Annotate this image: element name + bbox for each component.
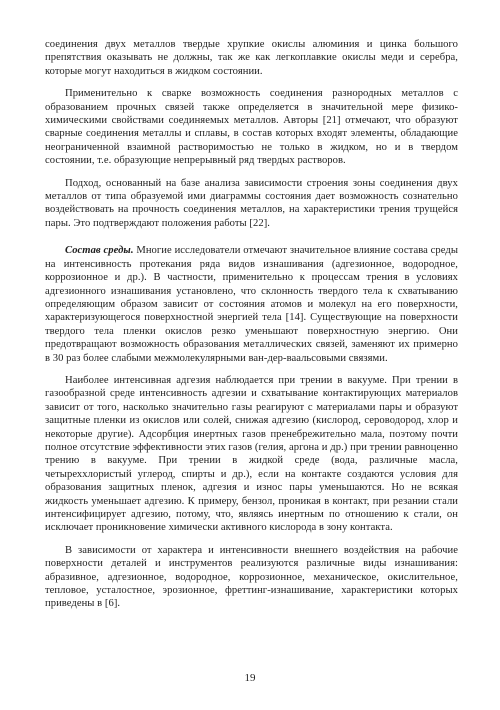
page-number: 19 bbox=[244, 672, 256, 684]
paragraph-6 bbox=[45, 544, 458, 611]
paragraph-6-text: В зависимости от характера и интенсивности внешнего воздействия на рабочие поверхности деталей и инструментов реализуются различные виды изнашивания: абразивное, адгезионное, водородное, коррозионное, механическое, окислительное, тепловое, усталостное, эрозионное, фреттинг-изнашивание, характеристики которых приведены в [6]. bbox=[45, 544, 458, 610]
paragraph-4 bbox=[45, 244, 458, 365]
paragraph-2-text: Применительно к сварке возможность соединения разнородных металлов с образованием прочных связей также определяется в значительной мере физико-химическими свойствами соединяемых металлов. Авторы [21] отмечают, что образуют сварные соединения металлы и сплавы, в состав которых входят элементы, обладающие неограниченной взаимной растворимостью не только в жидком, но и в твердом состоянии, т.е. образующие непрерывный ряд твердых растворов. bbox=[45, 88, 458, 167]
paragraph-5 bbox=[45, 374, 458, 535]
section-lead-heading: Состав среды. bbox=[65, 245, 134, 257]
paragraph-5-text: Наиболее интенсивная адгезия наблюдается при трении в вакууме. При трении в газообразной среде интенсивность адгезии и схватывание контактирующих материалов зависит от того, насколько значительно газы реагируют с материалами пары и образуют защитные пленки из окислов или солей, снижая адгезию (кислород, сероводород, хлор и некоторые другие). Адсорбция инертных газов пренебрежительно мала, поэтому почти полное отсутствие эффективности этих газов (гелия, аргона и др.) при трении равноценно трению в вакууме. При трении в жидкой среде (вода, различные масла, четыреххлористый углерод, спирты и др.), если на контакте создаются условия для образования защитных пленок, адгезия и износ пары уменьшаются. Но не всякая жидкость уменьшает адгезию. К примеру, бензол, проникая в контакт, при резании стали интенсифицирует адгезию, потому, что, являясь инертным по отношению к стали, он исключает проникновение химически активного кислорода в зону контакта. bbox=[45, 374, 458, 534]
paragraph-1 bbox=[45, 38, 458, 78]
paragraph-4-text: Многие исследователи отмечают значительное влияние состава среды на интенсивность протекания ряда видов изнашивания (адгезионное, водородное, коррозионное и др.). В частности, применительно к процессам трения в условиях адгезионного изнашивания установлено, что склонность твердого тела к схватыванию определяющим образом зависит от состояния атомов и молекул на его поверхности, характеризующегося поверхностной энергией тела [14]. Существующие на поверхности твердого тела пленки окислов резко уменьшают поверхностную энергию. Они предотвращают возможность образования металлических связей, заменяют их примерно в 30 раз более слабыми межмолекулярными ван-дер-ваальсовыми связями. bbox=[45, 245, 458, 364]
paragraph-2 bbox=[45, 87, 458, 167]
paragraph-3 bbox=[45, 177, 458, 231]
paragraph-1-text: соединения двух металлов твердые хрупкие окислы алюминия и цинка большого препятствия оказывать не должны, так же как легкоплавкие окислы меди и серебра, которые могут находиться в жидком состоянии. bbox=[45, 39, 458, 77]
paragraph-3-text: Подход, основанный на базе анализа зависимости строения зоны соединения двух металлов от типа образуемой ими диаграммы состояния дает возможность сознательно воздействовать на прочность соединения металлов, на характеристики трения трущейся пары. Это подтверждают положения работы [22]. bbox=[45, 177, 458, 229]
